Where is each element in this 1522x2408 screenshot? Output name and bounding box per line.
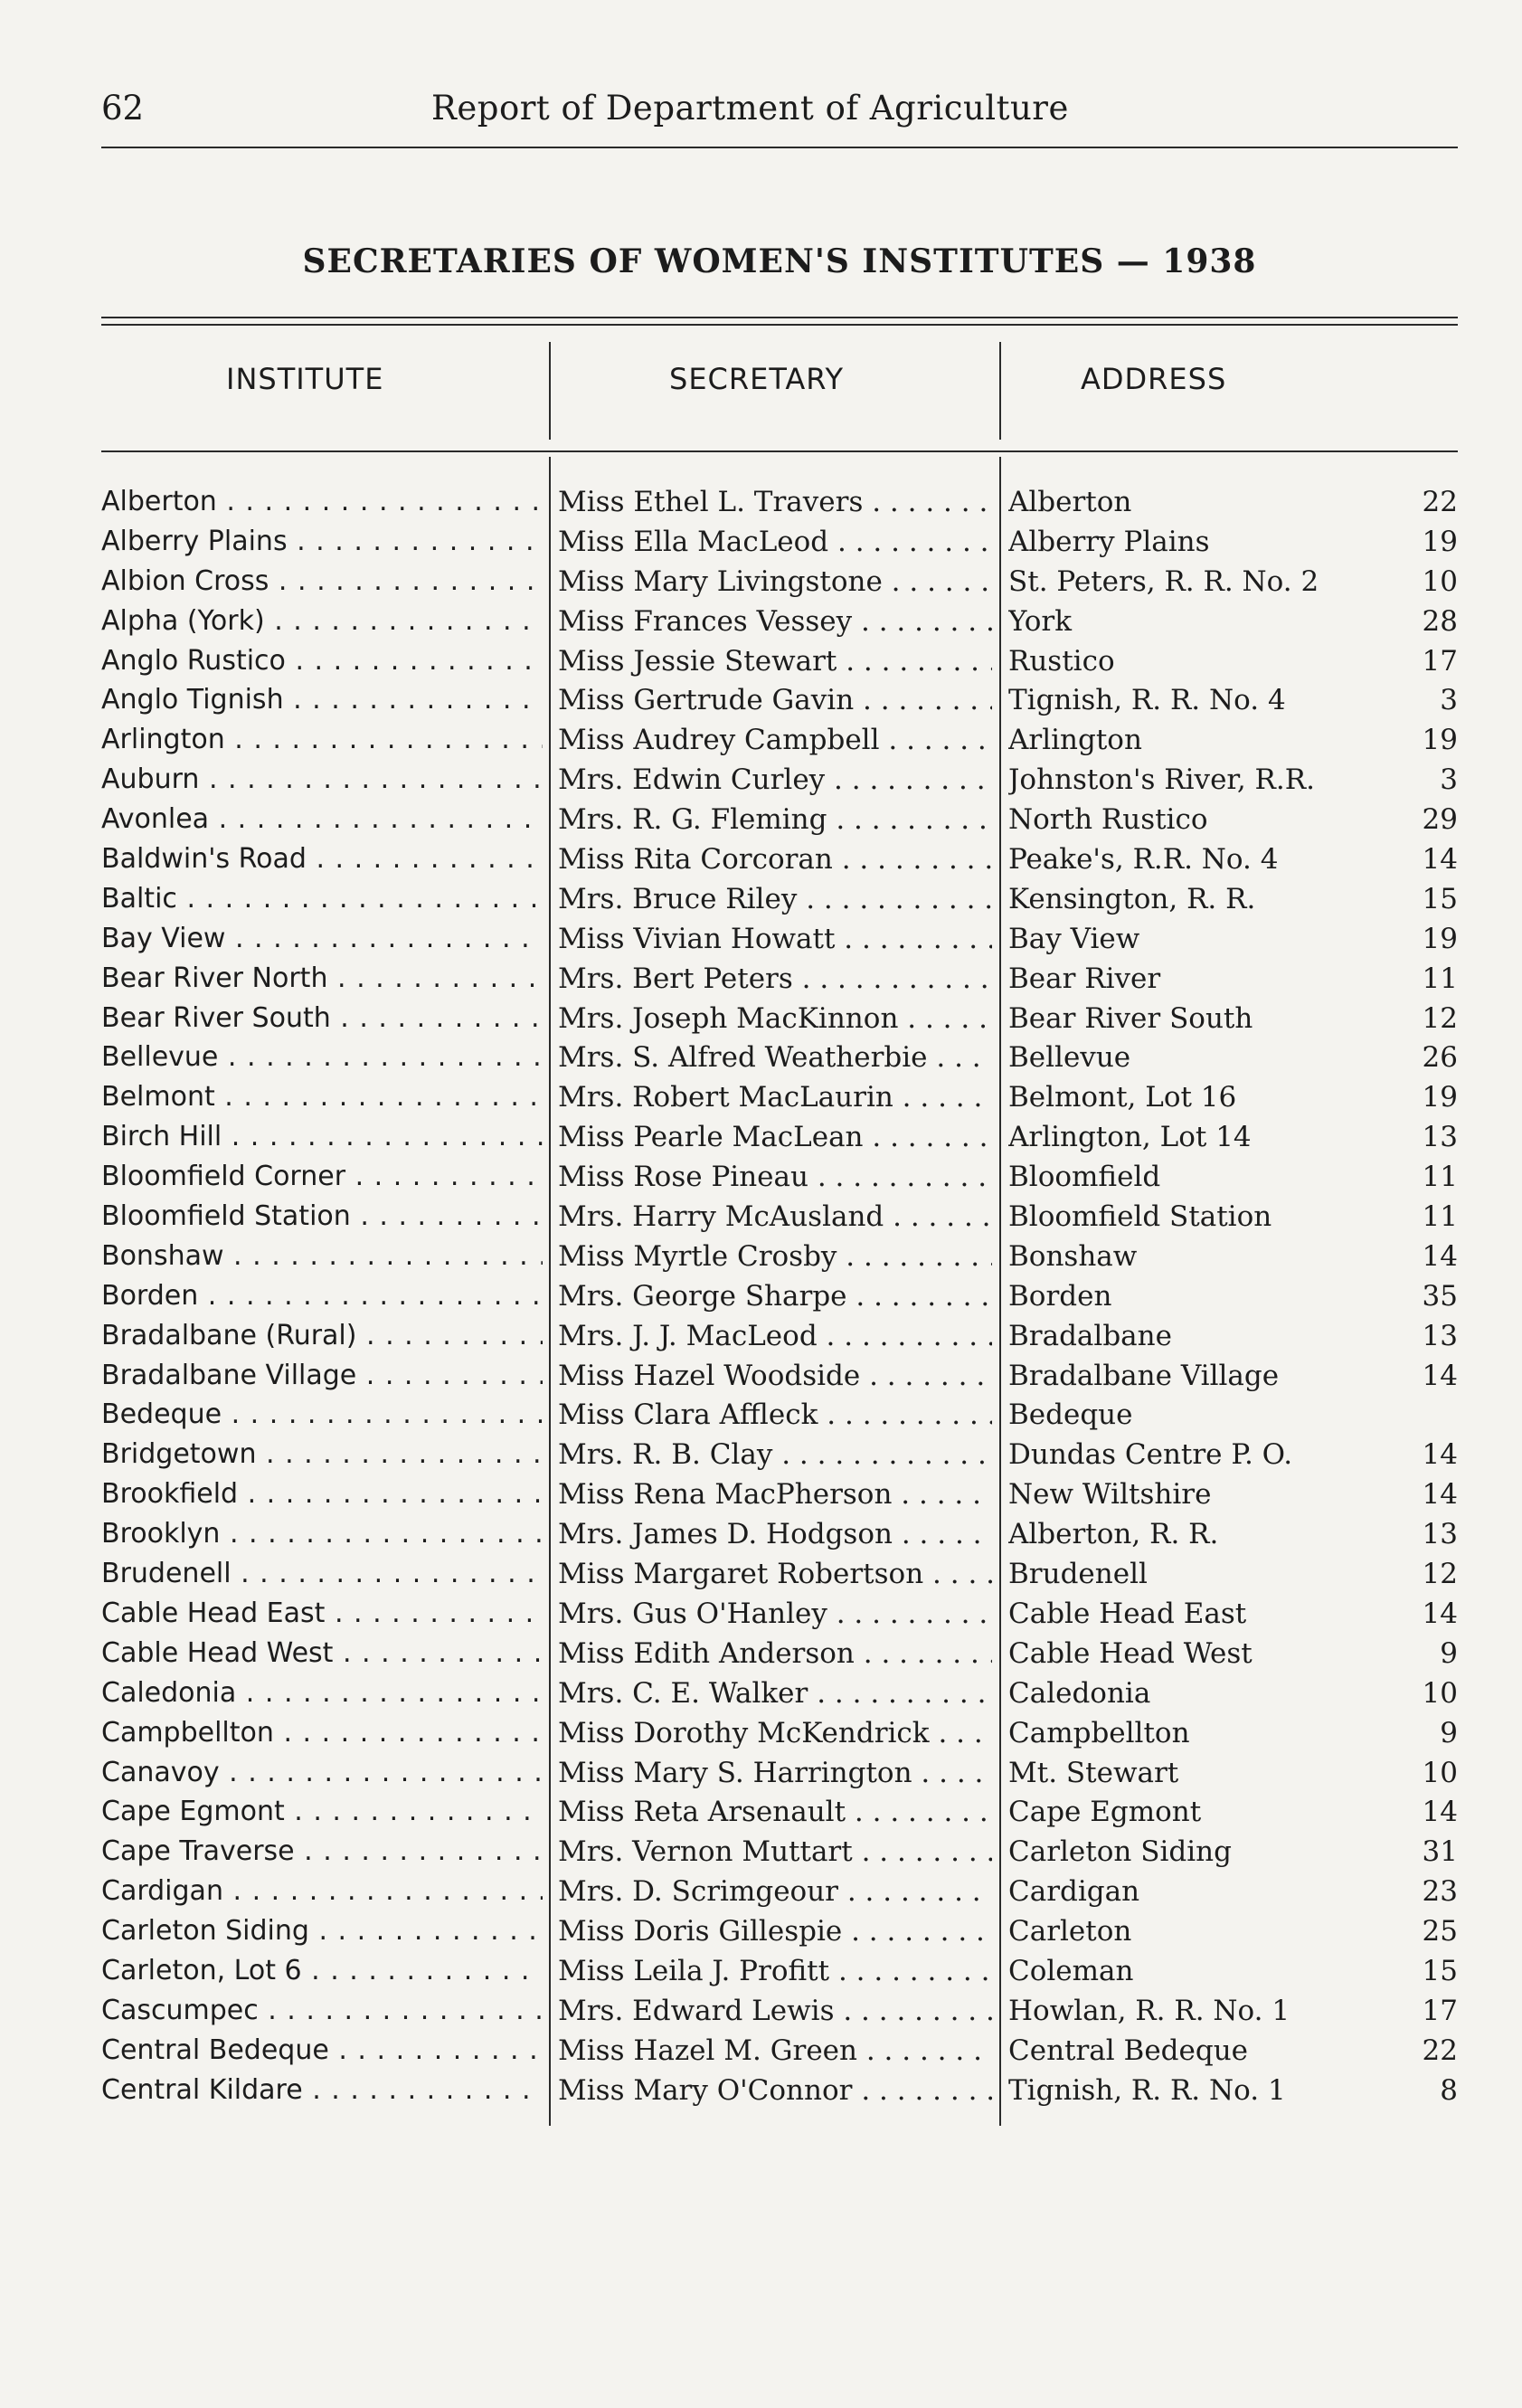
institute-cell: Cape Egmont . . . [101,1796,543,1827]
count-cell: 17 [1422,644,1458,678]
address-cell: Peake's, R.R. No. 4 [1008,843,1279,877]
count-cell: 19 [1422,922,1458,955]
secretary-cell: Miss Hazel M. Green . . . [558,2034,992,2067]
address-cell: Brudenell [1008,1558,1148,1591]
table-row [0,1081,1522,1121]
secretary-cell: Miss Mary S. Harrington . . . [558,1757,992,1789]
secretary-cell: Miss Reta Arsenault . . . [558,1796,992,1828]
address-cell: Bloomfield [1008,1161,1161,1194]
count-cell: 15 [1422,882,1458,915]
count-cell: 35 [1422,1279,1458,1313]
table-row [0,763,1522,803]
institute-cell: Arlington . . . [101,724,543,755]
address-cell: Cape Egmont [1008,1796,1202,1829]
table-row [0,1677,1522,1717]
address-cell: Bay View [1008,922,1140,955]
address-cell: Bear River South [1008,1001,1253,1035]
count-cell: 31 [1422,1835,1458,1869]
count-cell: 22 [1422,2034,1458,2067]
institute-cell: Anglo Tignish . . . [101,684,543,716]
count-cell: 9 [1440,1716,1458,1749]
institute-cell: Bradalbane (Rural) . . . [101,1320,543,1351]
address-cell: Cardigan [1008,1875,1140,1909]
address-cell: Rustico [1008,644,1115,678]
table-row [0,1717,1522,1757]
secretary-cell: Mrs. Robert MacLaurin . . . [558,1081,992,1114]
institute-cell: Bear River South . . . [101,1002,543,1034]
table-top-rule-double [101,324,1458,326]
count-cell: 10 [1422,1756,1458,1789]
institute-cell: Bloomfield Station . . . [101,1200,543,1232]
address-cell: Bloomfield Station [1008,1200,1272,1234]
institute-cell: Borden . . . [101,1280,543,1312]
institute-cell: Caledonia . . . [101,1677,543,1709]
institute-cell: Central Bedeque . . . [101,2034,543,2066]
secretary-cell: Miss Jessie Stewart . . . [558,645,992,678]
secretary-cell: Mrs. R. B. Clay . . . [558,1438,992,1471]
address-cell: St. Peters, R. R. No. 2 [1008,564,1319,598]
institute-cell: Cape Traverse . . . [101,1835,543,1867]
secretary-cell: Mrs. Edward Lewis . . . [558,1995,992,2027]
secretary-cell: Miss Leila J. Profitt . . . [558,1955,992,1987]
column-header-address: ADDRESS [1081,362,1227,396]
table-row [0,724,1522,763]
table-row [0,1757,1522,1797]
count-cell: 14 [1422,1478,1458,1512]
address-cell: Alberton, R. R. [1008,1518,1219,1551]
secretary-cell: Mrs. Joseph MacKinnon . . . [558,1002,992,1035]
count-cell: 19 [1422,724,1458,757]
count-cell: 29 [1422,803,1458,837]
secretary-cell: Miss Hazel Woodside . . . [558,1360,992,1392]
table-row [0,1955,1522,1995]
secretary-cell: Miss Mary Livingstone . . . [558,565,992,598]
table-row [0,1041,1522,1081]
column-header-institute: INSTITUTE [226,362,384,396]
count-cell: 11 [1422,962,1458,995]
table-row [0,1002,1522,1042]
secretary-cell: Mrs. S. Alfred Weatherbie . . . [558,1041,992,1074]
secretary-cell: Miss Gertrude Gavin . . . [558,684,992,716]
address-cell: Cable Head East [1008,1597,1247,1630]
secretary-cell: Mrs. D. Scrimgeour . . . [558,1875,992,1908]
secretary-cell: Miss Clara Affleck . . . [558,1398,992,1431]
count-cell: 3 [1440,763,1458,797]
secretary-cell: Mrs. R. G. Fleming . . . [558,803,992,836]
table-row [0,1161,1522,1200]
count-cell: 25 [1422,1915,1458,1948]
count-cell: 14 [1422,1796,1458,1829]
secretary-cell: Miss Mary O'Connor . . . [558,2074,992,2107]
count-cell: 14 [1422,1359,1458,1392]
running-head [101,89,1458,134]
count-cell: 17 [1422,1994,1458,2027]
address-cell: Borden [1008,1279,1112,1313]
column-divider [999,342,1001,440]
institute-cell: Auburn . . . [101,763,543,795]
table-row [0,1637,1522,1677]
institute-cell: Baltic . . . [101,883,543,915]
table-row [0,2034,1522,2074]
address-cell: Carleton Siding [1008,1835,1232,1869]
institute-cell: Bedeque . . . [101,1398,543,1430]
secretary-cell: Mrs. Bert Peters . . . [558,962,992,995]
table-row [0,1875,1522,1915]
column-divider [549,342,551,440]
institute-cell: Central Kildare . . . [101,2074,543,2106]
table-top-rule [101,317,1458,318]
count-cell: 10 [1422,564,1458,598]
secretary-cell: Mrs. C. E. Walker . . . [558,1677,992,1710]
address-cell: Bedeque [1008,1398,1133,1432]
table-row [0,526,1522,565]
table-row [0,1518,1522,1558]
count-cell: 11 [1422,1200,1458,1234]
table-row [0,1438,1522,1478]
address-cell: Dundas Centre P. O. [1008,1438,1293,1472]
address-cell: Carleton [1008,1915,1132,1948]
count-cell: 8 [1440,2073,1458,2107]
institute-cell: Bonshaw . . . [101,1240,543,1272]
address-cell: Johnston's River, R.R. [1008,763,1315,797]
secretary-cell: Mrs. Gus O'Hanley . . . [558,1597,992,1630]
address-cell: Caledonia [1008,1676,1151,1710]
institute-cell: Avonlea . . . [101,803,543,835]
table-row [0,1121,1522,1161]
address-cell: Bellevue [1008,1041,1131,1075]
count-cell: 12 [1422,1001,1458,1035]
secretary-cell: Mrs. J. J. MacLeod . . . [558,1320,992,1352]
institutes-table [0,486,1522,2114]
secretary-cell: Miss Ethel L. Travers . . . [558,486,992,518]
table-row [0,1478,1522,1518]
table-row [0,923,1522,962]
address-cell: York [1008,604,1073,638]
secretary-cell: Miss Rose Pineau . . . [558,1161,992,1193]
address-cell: Alberry Plains [1008,525,1210,558]
count-cell: 14 [1422,1438,1458,1472]
secretary-cell: Miss Ella MacLeod . . . [558,526,992,558]
secretary-cell: Miss Pearle MacLean . . . [558,1121,992,1153]
address-cell: Tignish, R. R. No. 4 [1008,684,1286,717]
table-row [0,843,1522,883]
institute-cell: Birch Hill . . . [101,1121,543,1152]
count-cell: 26 [1422,1041,1458,1075]
address-cell: Bradalbane Village [1008,1359,1280,1392]
table-row [0,1280,1522,1320]
address-cell: Alberton [1008,486,1132,518]
secretary-cell: Miss Rena MacPherson . . . [558,1478,992,1511]
institute-cell: Cardigan . . . [101,1875,543,1907]
address-cell: North Rustico [1008,803,1208,837]
table-row [0,1915,1522,1955]
count-cell: 3 [1440,684,1458,717]
institute-cell: Bear River North . . . [101,962,543,994]
count-cell: 13 [1422,1319,1458,1352]
institute-cell: Anglo Rustico . . . [101,645,543,677]
table-row [0,1995,1522,2034]
running-title: Report of Department of Agriculture [431,89,1069,128]
institute-cell: Campbellton . . . [101,1717,543,1749]
secretary-cell: Mrs. Vernon Muttart . . . [558,1835,992,1868]
secretary-cell: Miss Vivian Howatt . . . [558,923,992,955]
table-row [0,1200,1522,1240]
address-cell: New Wiltshire [1008,1478,1212,1512]
count-cell: 15 [1422,1954,1458,1987]
table-row [0,2074,1522,2114]
secretary-cell: Miss Audrey Campbell . . . [558,724,992,756]
institute-cell: Alpha (York) . . . [101,605,543,637]
table-row [0,1360,1522,1399]
institute-cell: Cable Head East . . . [101,1597,543,1629]
institute-cell: Brooklyn . . . [101,1518,543,1550]
count-cell: 13 [1422,1121,1458,1154]
institute-cell: Carleton Siding . . . [101,1915,543,1947]
table-row [0,883,1522,923]
count-cell: 22 [1422,486,1458,518]
address-cell: Arlington [1008,724,1142,757]
institute-cell: Carleton, Lot 6 . . . [101,1955,543,1986]
table-row [0,645,1522,685]
table-row [0,803,1522,843]
table-row [0,1240,1522,1280]
count-cell: 19 [1422,525,1458,558]
institute-cell: Albion Cross . . . [101,565,543,597]
address-cell: Bradalbane [1008,1319,1172,1352]
institute-cell: Canavoy . . . [101,1757,543,1788]
secretary-cell: Miss Edith Anderson . . . [558,1637,992,1670]
secretary-cell: Miss Doris Gillespie . . . [558,1915,992,1948]
count-cell: 14 [1422,843,1458,877]
institute-cell: Bridgetown . . . [101,1438,543,1470]
institute-cell: Cascumpec . . . [101,1995,543,2026]
count-cell: 9 [1440,1636,1458,1670]
count-cell: 11 [1422,1161,1458,1194]
page-number: 62 [101,89,145,128]
institute-cell: Bay View . . . [101,923,543,954]
table-row [0,1796,1522,1835]
count-cell: 13 [1422,1518,1458,1551]
count-cell: 10 [1422,1676,1458,1710]
secretary-cell: Miss Rita Corcoran . . . [558,843,992,876]
secretary-cell: Miss Margaret Robertson . . . [558,1558,992,1590]
address-cell: Bear River [1008,962,1161,995]
table-row [0,1835,1522,1875]
secretary-cell: Mrs. George Sharpe . . . [558,1280,992,1313]
secretary-cell: Mrs. Edwin Curley . . . [558,763,992,796]
table-row [0,605,1522,645]
table-row [0,1320,1522,1360]
institute-cell: Brookfield . . . [101,1478,543,1510]
address-cell: Arlington, Lot 14 [1008,1121,1252,1154]
institute-cell: Alberton . . . [101,486,543,517]
table-row [0,565,1522,605]
secretary-cell: Mrs. Bruce Riley . . . [558,883,992,915]
institute-cell: Cable Head West . . . [101,1637,543,1669]
institute-cell: Belmont . . . [101,1081,543,1113]
column-header-secretary: SECRETARY [669,362,845,396]
address-cell: Central Bedeque [1008,2034,1249,2067]
institute-cell: Bellevue . . . [101,1041,543,1073]
table-row [0,1558,1522,1597]
address-cell: Cable Head West [1008,1636,1253,1670]
secretary-cell: Mrs. James D. Hodgson . . . [558,1518,992,1550]
table-header-rule [101,450,1458,452]
address-cell: Bonshaw [1008,1239,1138,1273]
header-divider [101,147,1458,148]
address-cell: Campbellton [1008,1716,1190,1749]
count-cell: 23 [1422,1875,1458,1909]
institute-cell: Alberry Plains . . . [101,526,543,557]
count-cell: 28 [1422,604,1458,638]
address-cell: Belmont, Lot 16 [1008,1081,1237,1114]
table-row [0,1597,1522,1637]
address-cell: Howlan, R. R. No. 1 [1008,1994,1290,2027]
address-cell: Mt. Stewart [1008,1756,1179,1789]
institute-cell: Baldwin's Road . . . [101,843,543,875]
table-row [0,962,1522,1002]
count-cell: 14 [1422,1597,1458,1630]
institute-cell: Bloomfield Corner . . . [101,1161,543,1192]
institute-cell: Bradalbane Village . . . [101,1360,543,1391]
count-cell: 14 [1422,1239,1458,1273]
address-cell: Coleman [1008,1954,1134,1987]
table-row [0,486,1522,526]
count-cell: 12 [1422,1558,1458,1591]
table-row [0,684,1522,724]
secretary-cell: Miss Myrtle Crosby . . . [558,1240,992,1273]
institute-cell: Brudenell . . . [101,1558,543,1589]
address-cell: Tignish, R. R. No. 1 [1008,2073,1286,2107]
table-row [0,1398,1522,1438]
secretary-cell: Miss Dorothy McKendrick . . . [558,1717,992,1749]
address-cell: Kensington, R. R. [1008,882,1256,915]
secretary-cell: Mrs. Harry McAusland . . . [558,1200,992,1233]
secretary-cell: Miss Frances Vessey . . . [558,605,992,638]
count-cell: 19 [1422,1081,1458,1114]
page-title: SECRETARIES OF WOMEN'S INSTITUTES — 1938 [302,242,1257,280]
